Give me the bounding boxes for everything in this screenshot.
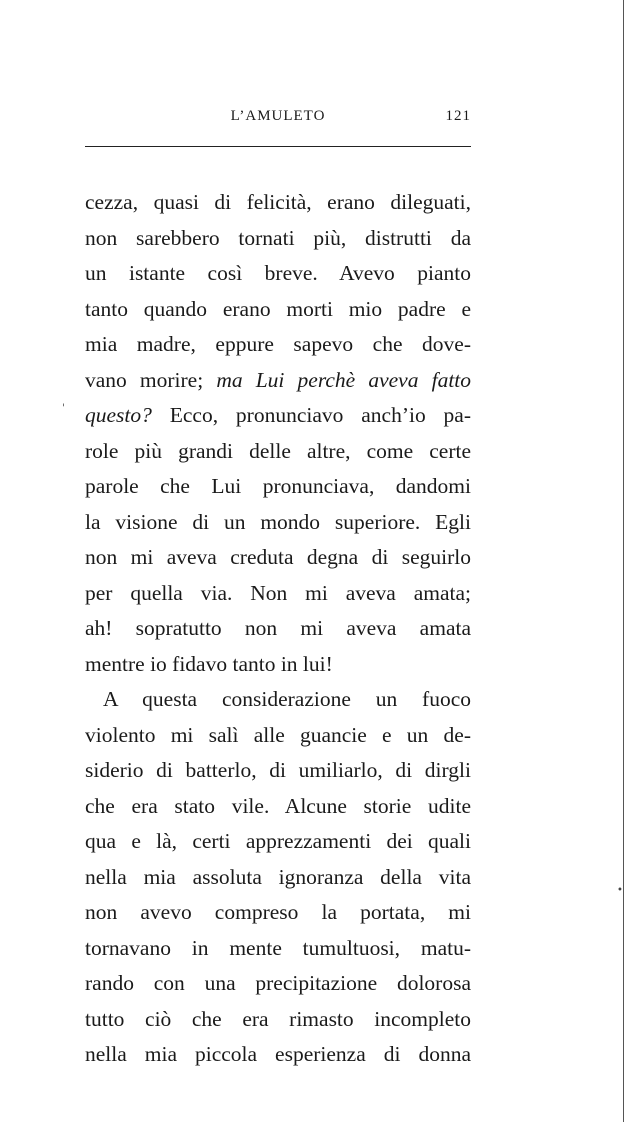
text-line: siderio di batterlo, di umiliarlo, di dirgli [85,758,471,782]
page-edge-line [623,0,624,1122]
text-run: Ecco, pronunciavo anch’io pa- [151,403,471,427]
text-line: un istante così breve. Avevo pianto [85,261,471,285]
page-header [85,108,471,132]
italic-text-run: ma Lui perchè aveva fatto [216,367,472,392]
text-run: vano morire; [85,367,217,392]
text-line: mia madre, eppure sapevo che dove- [85,332,471,356]
text-line: tanto quando erano morti mio padre e [85,296,471,321]
text-line: tornavano in mente tumultuosi, matu- [85,935,471,960]
paragraph-1 [85,185,471,682]
text-line: per quella via. Non mi aveva amata; [85,580,471,605]
print-speck: • [617,885,623,896]
text-line [85,398,471,434]
running-title: L’AMULETO [230,108,326,124]
italic-text-run: questo? [85,403,152,427]
text-line: la visione di un mondo superiore. Egli [85,509,471,534]
text-line: che era stato vile. Alcune storie udite [85,793,471,818]
text-line: tutto ciò che era rimasto incompleto [85,1006,471,1031]
paragraph-2 [85,682,471,1073]
text-line: non avevo compreso la portata, mi [85,900,471,924]
text-line [85,363,471,399]
text-line: qua e là, certi apprezzamenti dei quali [85,829,471,853]
text-line: violento mi salì alle guancie e un de- [85,722,471,747]
text-line: rando con una precipitazione dolorosa [85,971,471,995]
body-text [85,185,471,1073]
print-speck: ' [62,403,65,414]
text-line: parole che Lui pronunciava, dandomi [85,474,471,498]
page-number: 121 [445,108,471,124]
text-line: ah! sopratutto non mi aveva amata [85,616,471,640]
text-line: nella mia assoluta ignoranza della vita [85,864,471,889]
header-rule [85,146,471,147]
text-line: mentre io fidavo tanto in lui! [85,651,333,676]
text-line: A questa considerazione un fuoco [103,687,471,711]
text-line: non mi aveva creduta degna di seguirlo [85,545,471,569]
text-line: nella mia piccola esperienza di donna [85,1042,471,1066]
text-line: cezza, quasi di felicità, erano dileguati, [85,190,471,214]
text-line: role più grandi delle altre, come certe [85,438,471,463]
text-line: non sarebbero tornati più, distrutti da [85,225,471,250]
